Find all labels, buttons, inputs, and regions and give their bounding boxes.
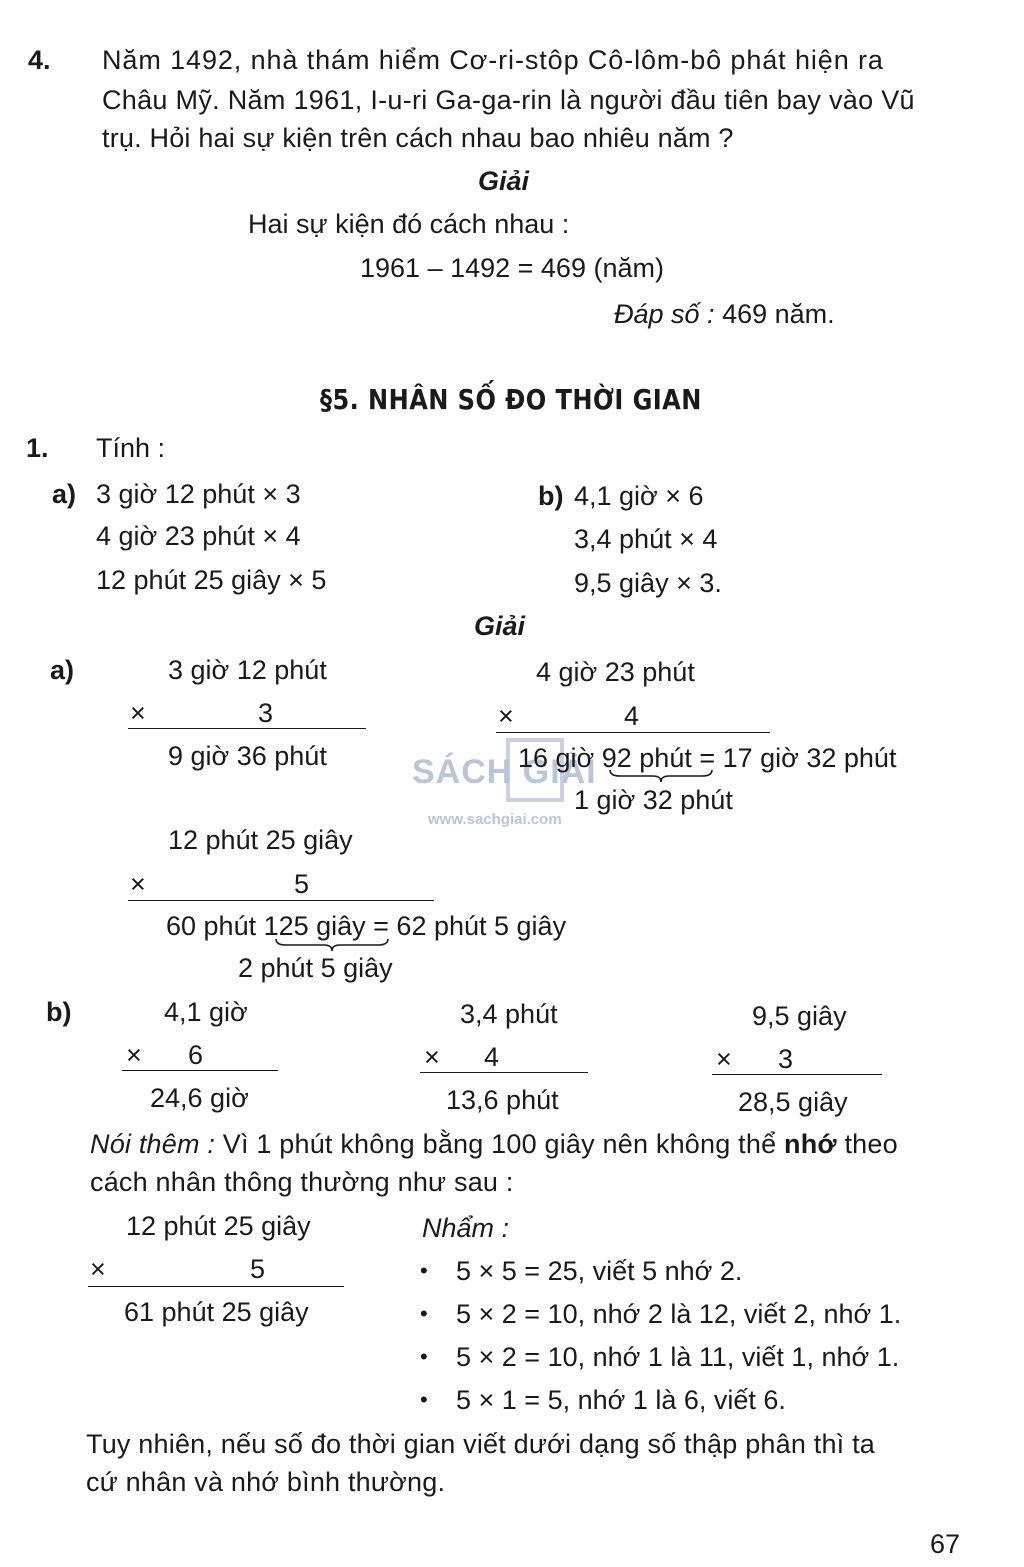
calc-top: 4 giờ 23 phút	[536, 657, 695, 687]
note-text-before: Vì 1 phút không bằng 100 giây nên không thể	[222, 1129, 777, 1159]
calc-result: 9 giờ 36 phút	[168, 741, 327, 771]
calc-multiplier: 3	[258, 698, 274, 728]
exercise-1-instruction: Tính :	[96, 433, 166, 463]
exercise-1-a-item-2: 4 giờ 23 phút × 4	[96, 521, 301, 551]
calc-operator: ×	[126, 1040, 142, 1070]
calc-rule	[496, 732, 770, 733]
problem-4-solution-line-2: 1961 – 1492 = 469 (năm)	[360, 253, 664, 283]
watermark-brand: SÁCH GIẢI	[412, 753, 597, 791]
calc-top: 12 phút 25 giây	[126, 1211, 311, 1241]
calc-result: 28,5 giây	[738, 1087, 848, 1117]
calc-top: 9,5 giây	[752, 1001, 847, 1031]
note-line-1	[90, 1128, 898, 1160]
exercise-1-a-label: a)	[52, 479, 77, 509]
exercise-1-a-item-3: 12 phút 25 giây × 5	[96, 565, 327, 595]
calc-multiplier: 5	[250, 1254, 266, 1284]
calc-top: 4,1 giờ	[164, 997, 248, 1027]
conclusion-line-1: Tuy nhiên, nếu số đo thời gian viết dưới dạng số thập phân thì ta	[86, 1429, 875, 1459]
calc-rule	[128, 728, 366, 729]
calc-rule	[712, 1074, 882, 1075]
section-title: §5. NHÂN SỐ ĐO THỜI GIAN	[320, 383, 702, 416]
problem-4-line-3: trụ. Hỏi hai sự kiện trên cách nhau bao nhiêu năm ?	[102, 123, 734, 153]
note-line-2: cách nhân thông thường như sau :	[90, 1167, 514, 1197]
note-text-after: theo	[844, 1129, 898, 1159]
bullet-icon: •	[420, 1344, 428, 1369]
curly-brace-icon	[608, 768, 714, 784]
exercise-1-solution-title: Giải	[474, 611, 526, 641]
note-label: Nói thêm :	[90, 1129, 216, 1159]
calc-sub-result: 2 phút 5 giây	[238, 953, 393, 983]
calc-multiplier: 5	[294, 869, 310, 899]
calc-rule	[420, 1072, 588, 1073]
problem-4-number: 4.	[28, 45, 51, 75]
calc-result: 60 phút 125 giây = 62 phút 5 giây	[166, 911, 567, 941]
bullet-icon: •	[420, 1301, 428, 1326]
problem-4-line-2: Châu Mỹ. Năm 1961, I-u-ri Ga-ga-rin là người đầu tiên bay vào Vũ	[102, 85, 915, 115]
calc-result: 24,6 giờ	[150, 1083, 249, 1113]
answer-value: 469 năm.	[722, 299, 835, 329]
answer-label: Đáp số :	[614, 299, 715, 329]
calc-operator: ×	[130, 869, 146, 899]
calc-operator: ×	[130, 698, 146, 728]
conclusion-line-2: cứ nhân và nhớ bình thường.	[86, 1467, 446, 1497]
calc-top: 3 giờ 12 phút	[168, 655, 327, 685]
problem-4-answer	[614, 298, 835, 330]
calc-rule	[88, 1286, 344, 1287]
calc-operator: ×	[716, 1044, 732, 1074]
problem-4-line-1: Năm 1492, nhà thám hiểm Cơ-ri-stôp Cô-lôm-bô phát hiện ra	[102, 45, 884, 75]
curly-brace-icon	[274, 937, 390, 953]
solution-a-label: a)	[50, 655, 75, 685]
calc-rule	[128, 900, 434, 901]
watermark-url: www.sachgiai.com	[428, 811, 562, 828]
exercise-1-b-item-2: 3,4 phút × 4	[574, 524, 718, 554]
exercise-1-b-item-1: 4,1 giờ × 6	[574, 481, 704, 511]
calc-multiplier: 6	[188, 1040, 204, 1070]
step-text: 5 × 2 = 10, nhớ 2 là 12, viết 2, nhớ 1.	[456, 1299, 902, 1329]
calc-result: 16 giờ 92 phút = 17 giờ 32 phút	[518, 743, 897, 773]
problem-4-solution-title: Giải	[478, 166, 530, 196]
mental-calc-label: Nhẩm :	[422, 1213, 510, 1243]
note-text-bold: nhớ	[784, 1129, 837, 1159]
exercise-1-a-item-1: 3 giờ 12 phút × 3	[96, 479, 301, 509]
calc-multiplier: 4	[484, 1042, 500, 1072]
step-text: 5 × 2 = 10, nhớ 1 là 11, viết 1, nhớ 1.	[456, 1342, 900, 1372]
calc-top: 12 phút 25 giây	[168, 825, 353, 855]
step-text: 5 × 5 = 25, viết 5 nhớ 2.	[456, 1256, 743, 1286]
page-number: 67	[930, 1529, 961, 1559]
calc-result: 13,6 phút	[446, 1085, 559, 1115]
calc-sub-result: 1 giờ 32 phút	[574, 785, 733, 815]
exercise-1-b-item-3: 9,5 giây × 3.	[574, 568, 722, 598]
calc-multiplier: 3	[778, 1044, 794, 1074]
bullet-icon: •	[420, 1258, 428, 1283]
calc-operator: ×	[424, 1042, 440, 1072]
calc-rule	[122, 1070, 278, 1071]
calc-top: 3,4 phút	[460, 999, 558, 1029]
calc-multiplier: 4	[624, 701, 640, 731]
bullet-icon: •	[420, 1387, 428, 1412]
calc-operator: ×	[498, 701, 514, 731]
problem-4-solution-line-1: Hai sự kiện đó cách nhau :	[248, 209, 570, 239]
calc-operator: ×	[90, 1254, 106, 1284]
exercise-1-number: 1.	[26, 433, 49, 463]
calc-result: 61 phút 25 giây	[124, 1297, 309, 1327]
exercise-1-b-label: b)	[538, 481, 564, 511]
step-text: 5 × 1 = 5, nhớ 1 là 6, viết 6.	[456, 1385, 786, 1415]
solution-b-label: b)	[46, 997, 72, 1027]
